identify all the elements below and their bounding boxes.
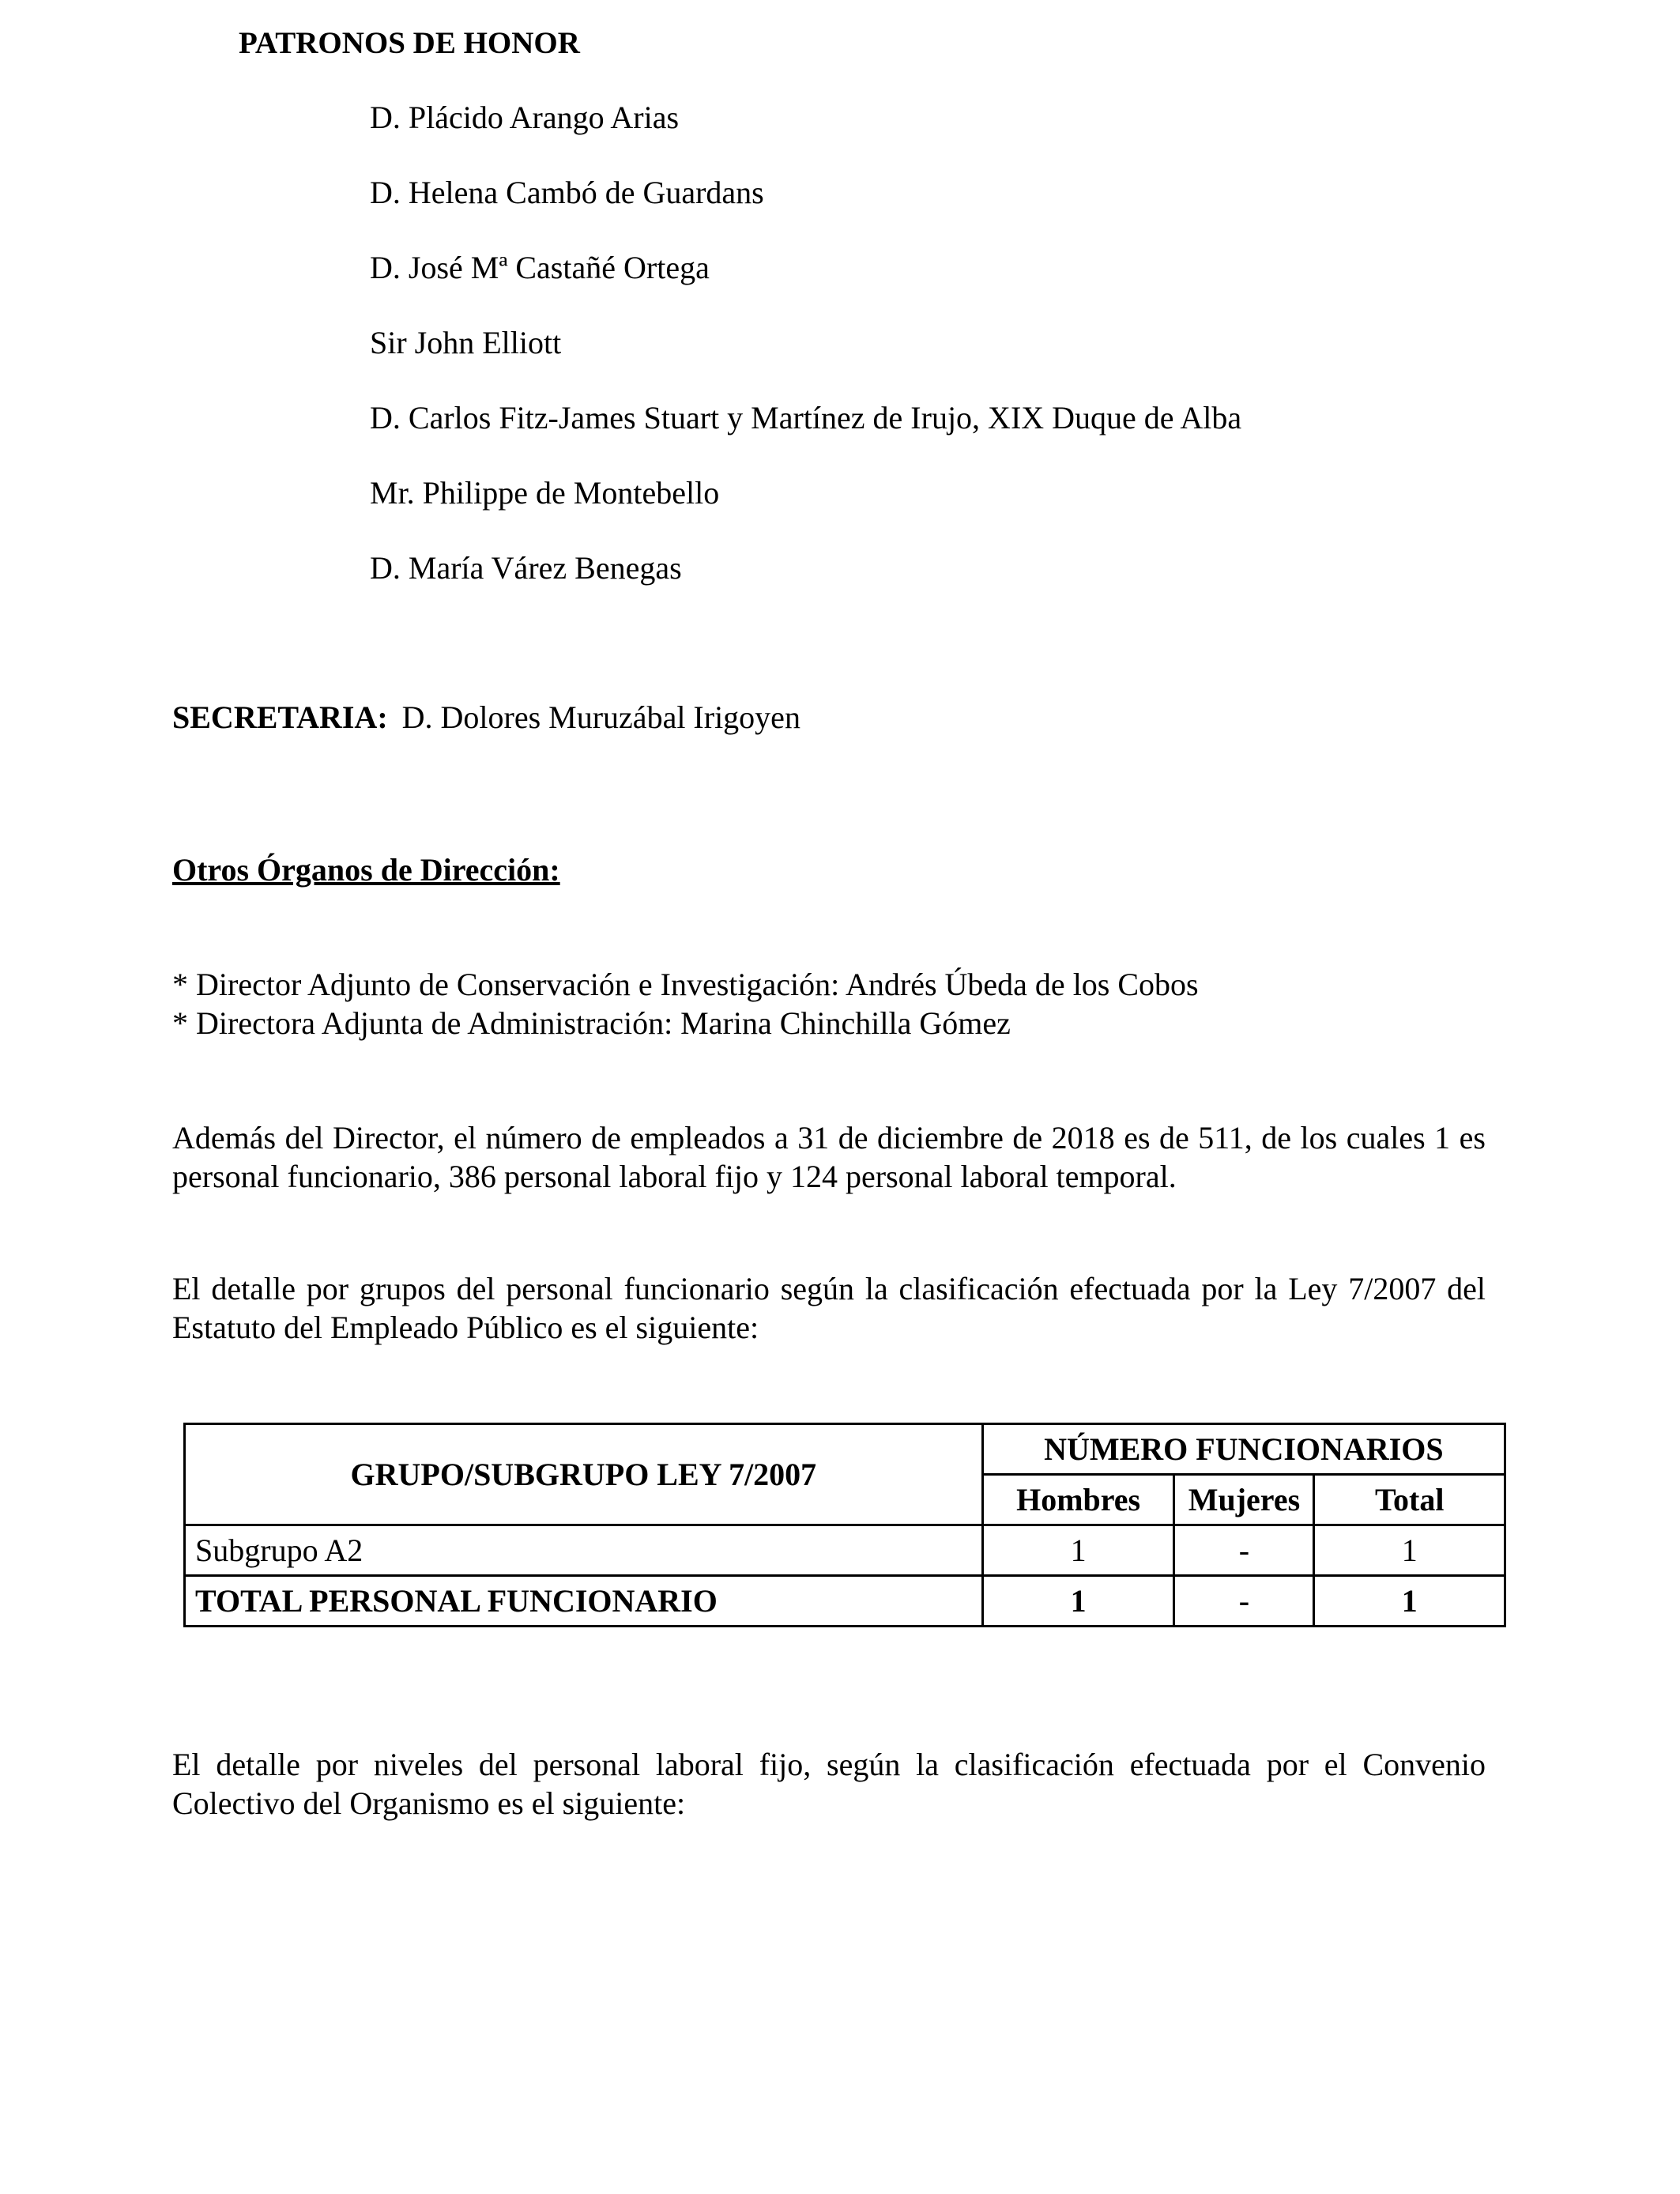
col-hombres: Hombres — [982, 1475, 1174, 1525]
patrono-name: D. María Várez Benegas — [370, 550, 682, 586]
total-hombres: 1 — [982, 1576, 1174, 1627]
funcionarios-paragraph: El detalle por grupos del personal funcionario según la clasificación efectuada por la Ley 7/2007 del Estatuto del Empleado Público es el siguiente: — [172, 1271, 1486, 1345]
number-header: NÚMERO FUNCIONARIOS — [982, 1424, 1505, 1475]
patrono-name: D. Plácido Arango Arias — [370, 100, 680, 135]
organo-item: * Directora Adjunta de Administración: Marina Chinchilla Gómez — [172, 1005, 1011, 1041]
patrono-name: D. José Mª Castañé Ortega — [370, 250, 710, 285]
patronos-heading: PATRONOS DE HONOR — [239, 26, 580, 60]
total-total: 1 — [1314, 1576, 1505, 1627]
secretaria-name: D. Dolores Muruzábal Irigoyen — [401, 699, 800, 735]
table-row — [185, 1525, 1505, 1576]
patrono-name: D. Carlos Fitz-James Stuart y Martínez de Irujo, XIX Duque de Alba — [370, 400, 1242, 435]
col-total: Total — [1314, 1475, 1505, 1525]
row-group: Subgrupo A2 — [185, 1525, 983, 1576]
row-hombres: 1 — [982, 1525, 1174, 1576]
secretaria-label: SECRETARIA: — [172, 699, 388, 735]
secretaria-line — [172, 699, 800, 737]
otros-organos-heading: Otros Órganos de Dirección: — [172, 852, 560, 888]
row-total: 1 — [1314, 1525, 1505, 1576]
funcionarios-table — [183, 1423, 1506, 1627]
table-header-row — [185, 1424, 1505, 1475]
table-total-row — [185, 1576, 1505, 1627]
row-mujeres: - — [1174, 1525, 1314, 1576]
patrono-name: Mr. Philippe de Montebello — [370, 475, 720, 511]
group-header: GRUPO/SUBGRUPO LEY 7/2007 — [185, 1424, 983, 1525]
empleados-paragraph: Además del Director, el número de empleados a 31 de diciembre de 2018 es de 511, de los cuales 1 es personal funcionario, 386 personal laboral fijo y 124 personal laboral temporal. — [172, 1120, 1486, 1194]
patrono-name: Sir John Elliott — [370, 325, 562, 360]
organo-item: * Director Adjunto de Conservación e Investigación: Andrés Úbeda de los Cobos — [172, 967, 1199, 1002]
total-group: TOTAL PERSONAL FUNCIONARIO — [185, 1576, 983, 1627]
total-mujeres: - — [1174, 1576, 1314, 1627]
laboral-paragraph: El detalle por niveles del personal laboral fijo, según la clasificación efectuada por el Convenio Colectivo del Organismo es el siguiente: — [172, 1747, 1486, 1821]
col-mujeres: Mujeres — [1174, 1475, 1314, 1525]
patrono-name: D. Helena Cambó de Guardans — [370, 175, 764, 210]
